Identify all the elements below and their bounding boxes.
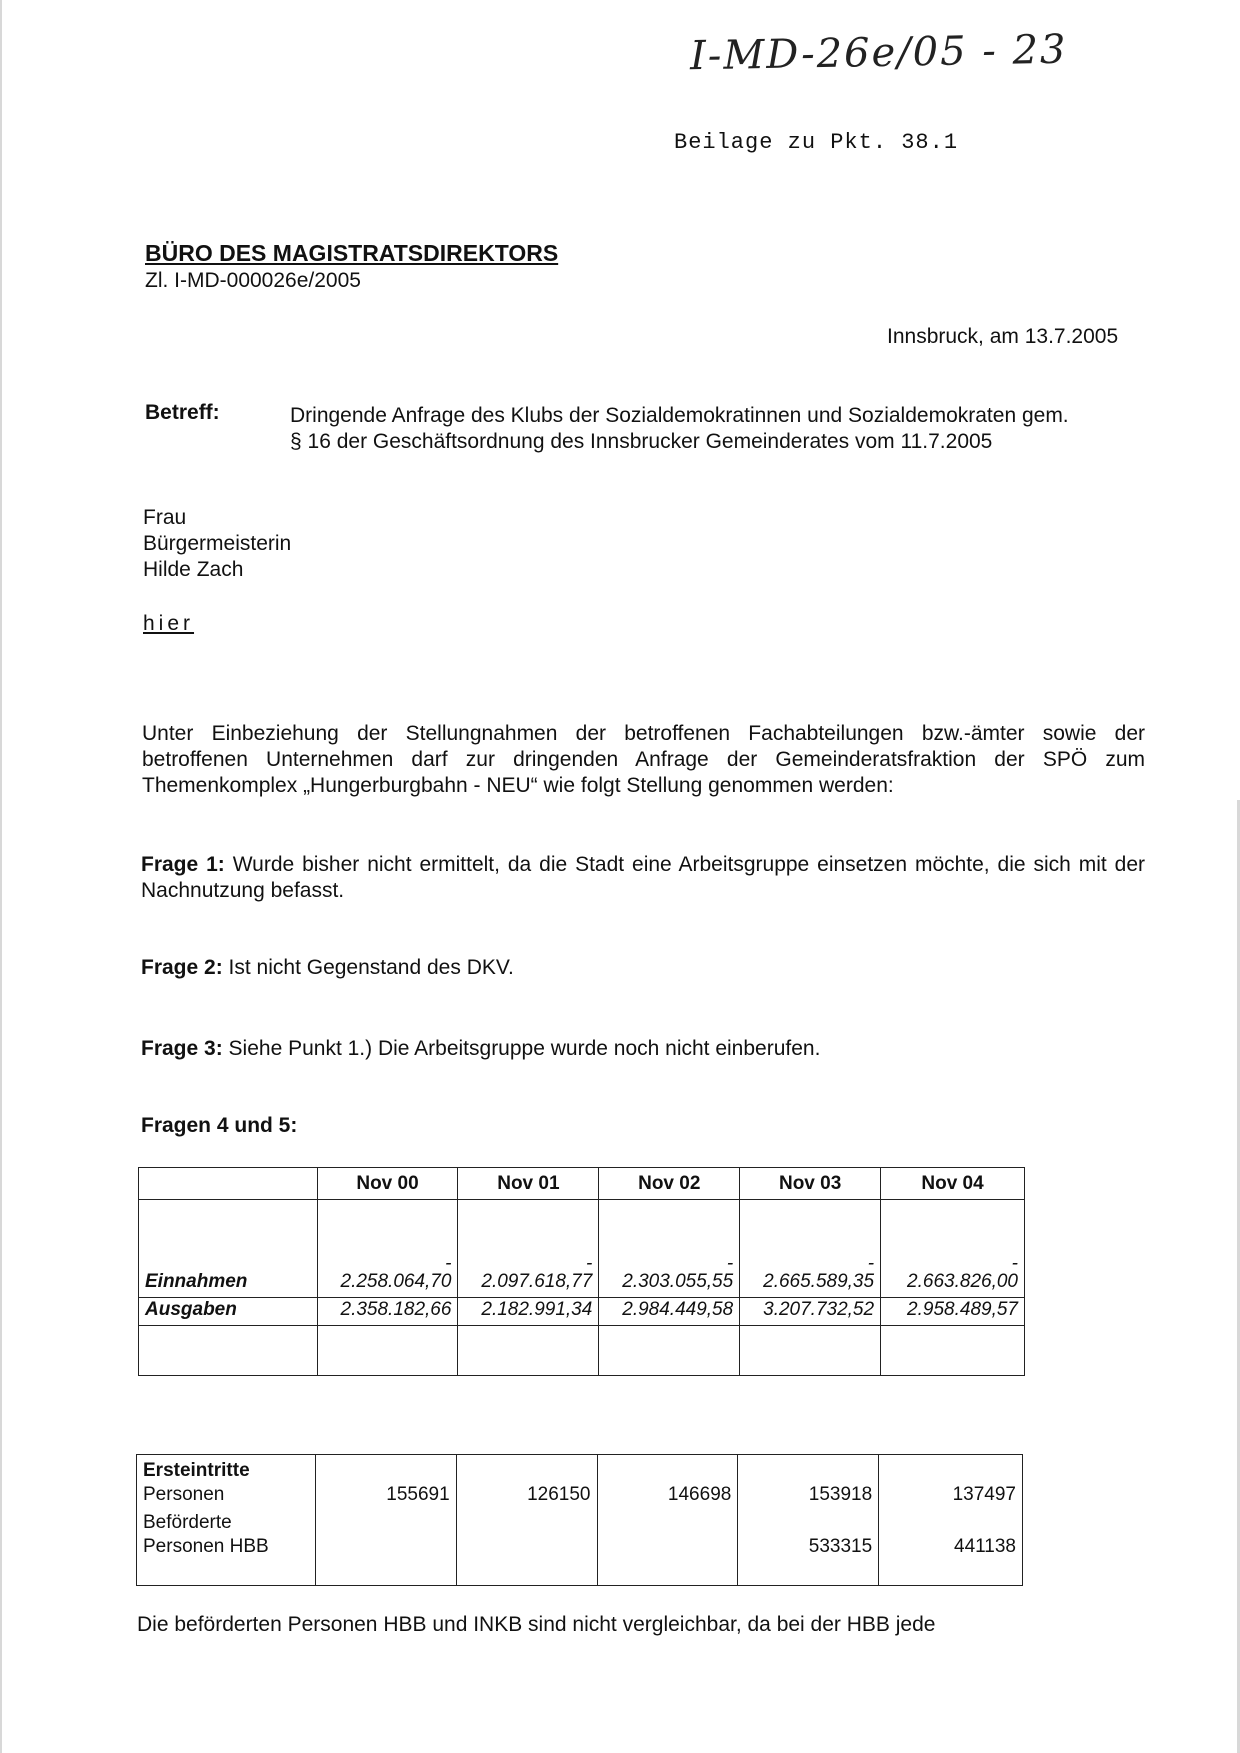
intro-paragraph: Unter Einbeziehung der Stellungnahmen der betroffenen Fachabteilungen bzw.-ämter sowie der betroffenen Unternehmen darf zur dringenden Anfrage der Gemeinderatsfraktion der SPÖ zum Themenkomplex „Hungerburgbahn - NEU“ wie folgt Stellung genommen werden: xyxy=(142,722,1145,797)
empty-cell xyxy=(458,1326,599,1376)
recipient-title: Bürgermeisterin xyxy=(143,532,292,555)
place-date: Innsbruck, am 13.7.2005 xyxy=(887,325,1119,348)
question-1-text: Wurde bisher nicht ermittelt, da die Stadt eine Arbeitsgruppe einsetzen möchte, die sich mit der Nachnutzung befasst. xyxy=(141,853,1145,902)
empty-cell xyxy=(740,1326,881,1376)
ersteintritte-value: 146698 xyxy=(667,1484,732,1505)
persons-table xyxy=(136,1454,1023,1586)
ersteintritte-value: 155691 xyxy=(386,1484,450,1505)
header-nov-01: Nov 01 xyxy=(458,1168,599,1200)
header-empty-cell xyxy=(139,1168,318,1200)
question-3-label: Frage 3: xyxy=(141,1037,223,1060)
question-3-text: Siehe Punkt 1.) Die Arbeitsgruppe wurde noch nicht einberufen. xyxy=(228,1037,821,1060)
finance-table xyxy=(138,1167,1025,1376)
ausgaben-value: 3.207.732,52 xyxy=(740,1298,881,1326)
empty-cell xyxy=(599,1326,740,1376)
persons-labels xyxy=(137,1455,316,1586)
subject-line-2: § 16 der Geschäftsordnung des Innsbrucker Gemeinderates vom 11.7.2005 xyxy=(290,430,993,453)
question-3 xyxy=(141,1036,820,1062)
fragen-4-5-label: Fragen 4 und 5: xyxy=(141,1114,298,1137)
recipient-salutation: Frau xyxy=(143,506,187,529)
ausgaben-value: 2.984.449,58 xyxy=(599,1298,740,1326)
persons-col-nov-04 xyxy=(879,1455,1023,1586)
empty-cell xyxy=(317,1326,458,1376)
einnahmen-value: - 2.258.064,70 xyxy=(317,1200,458,1298)
persons-col-nov-01 xyxy=(456,1455,597,1586)
finance-header-row xyxy=(139,1168,1025,1200)
einnahmen-row xyxy=(139,1200,1025,1298)
question-2-text: Ist nicht Gegenstand des DKV. xyxy=(228,956,514,979)
empty-cell xyxy=(881,1326,1025,1376)
subject-line-1: Dringende Anfrage des Klubs der Sozialdemokratinnen und Sozialdemokraten gem. xyxy=(290,404,1069,427)
header-nov-00: Nov 00 xyxy=(317,1168,458,1200)
befoerderte-value: 533315 xyxy=(808,1536,873,1557)
persons-col-nov-02 xyxy=(597,1455,738,1586)
subject-label: Betreff: xyxy=(145,401,220,424)
einnahmen-value: - 2.097.618,77 xyxy=(458,1200,599,1298)
header-nov-03: Nov 03 xyxy=(740,1168,881,1200)
ersteintritte-value: 153918 xyxy=(808,1484,873,1505)
question-1 xyxy=(141,852,1145,904)
ersteintritte-value: 137497 xyxy=(952,1484,1016,1505)
ausgaben-value: 2.182.991,34 xyxy=(458,1298,599,1326)
ausgaben-label: Ausgaben xyxy=(139,1298,318,1326)
befoerderte-label: Beförderte xyxy=(143,1512,232,1533)
empty-cell xyxy=(139,1326,318,1376)
header-nov-04: Nov 04 xyxy=(881,1168,1025,1200)
finance-empty-row xyxy=(139,1326,1025,1376)
reference-number: Zl. I-MD-000026e/2005 xyxy=(145,269,361,292)
einnahmen-value: - 2.303.055,55 xyxy=(599,1200,740,1298)
office-heading: BÜRO DES MAGISTRATSDIREKTORS xyxy=(145,240,559,266)
recipient-block xyxy=(143,506,291,582)
header-nov-02: Nov 02 xyxy=(599,1168,740,1200)
recipient-location: hier xyxy=(143,612,195,635)
recipient-name: Hilde Zach xyxy=(143,558,244,581)
personen-hbb-label: Personen HBB xyxy=(143,1536,269,1557)
ersteintritte-value: 126150 xyxy=(527,1484,591,1505)
persons-col-nov-00 xyxy=(315,1455,456,1586)
personen-label: Personen xyxy=(143,1484,225,1505)
question-2-label: Frage 2: xyxy=(141,956,223,979)
befoerderte-value: 441138 xyxy=(954,1536,1016,1557)
question-1-label: Frage 1: xyxy=(141,853,225,876)
ausgaben-row xyxy=(139,1298,1025,1326)
persons-col-nov-03 xyxy=(738,1455,879,1586)
einnahmen-value: - 2.663.826,00 xyxy=(881,1200,1025,1298)
closing-text: Die beförderten Personen HBB und INKB sind nicht vergleichbar, da bei der HBB jede xyxy=(137,1613,936,1636)
persons-row xyxy=(137,1455,1023,1586)
ersteintritte-label: Ersteintritte xyxy=(143,1460,250,1481)
einnahmen-value: - 2.665.589,35 xyxy=(740,1200,881,1298)
ausgaben-value: 2.358.182,66 xyxy=(317,1298,458,1326)
beilage-note: Beilage zu Pkt. 38.1 xyxy=(674,130,959,155)
scan-edge-left xyxy=(0,0,2,1753)
question-2 xyxy=(141,955,514,981)
einnahmen-label: Einnahmen xyxy=(139,1200,318,1298)
handwritten-reference: I-MD-26e/05 - 23 xyxy=(689,26,1068,80)
ausgaben-value: 2.958.489,57 xyxy=(881,1298,1025,1326)
